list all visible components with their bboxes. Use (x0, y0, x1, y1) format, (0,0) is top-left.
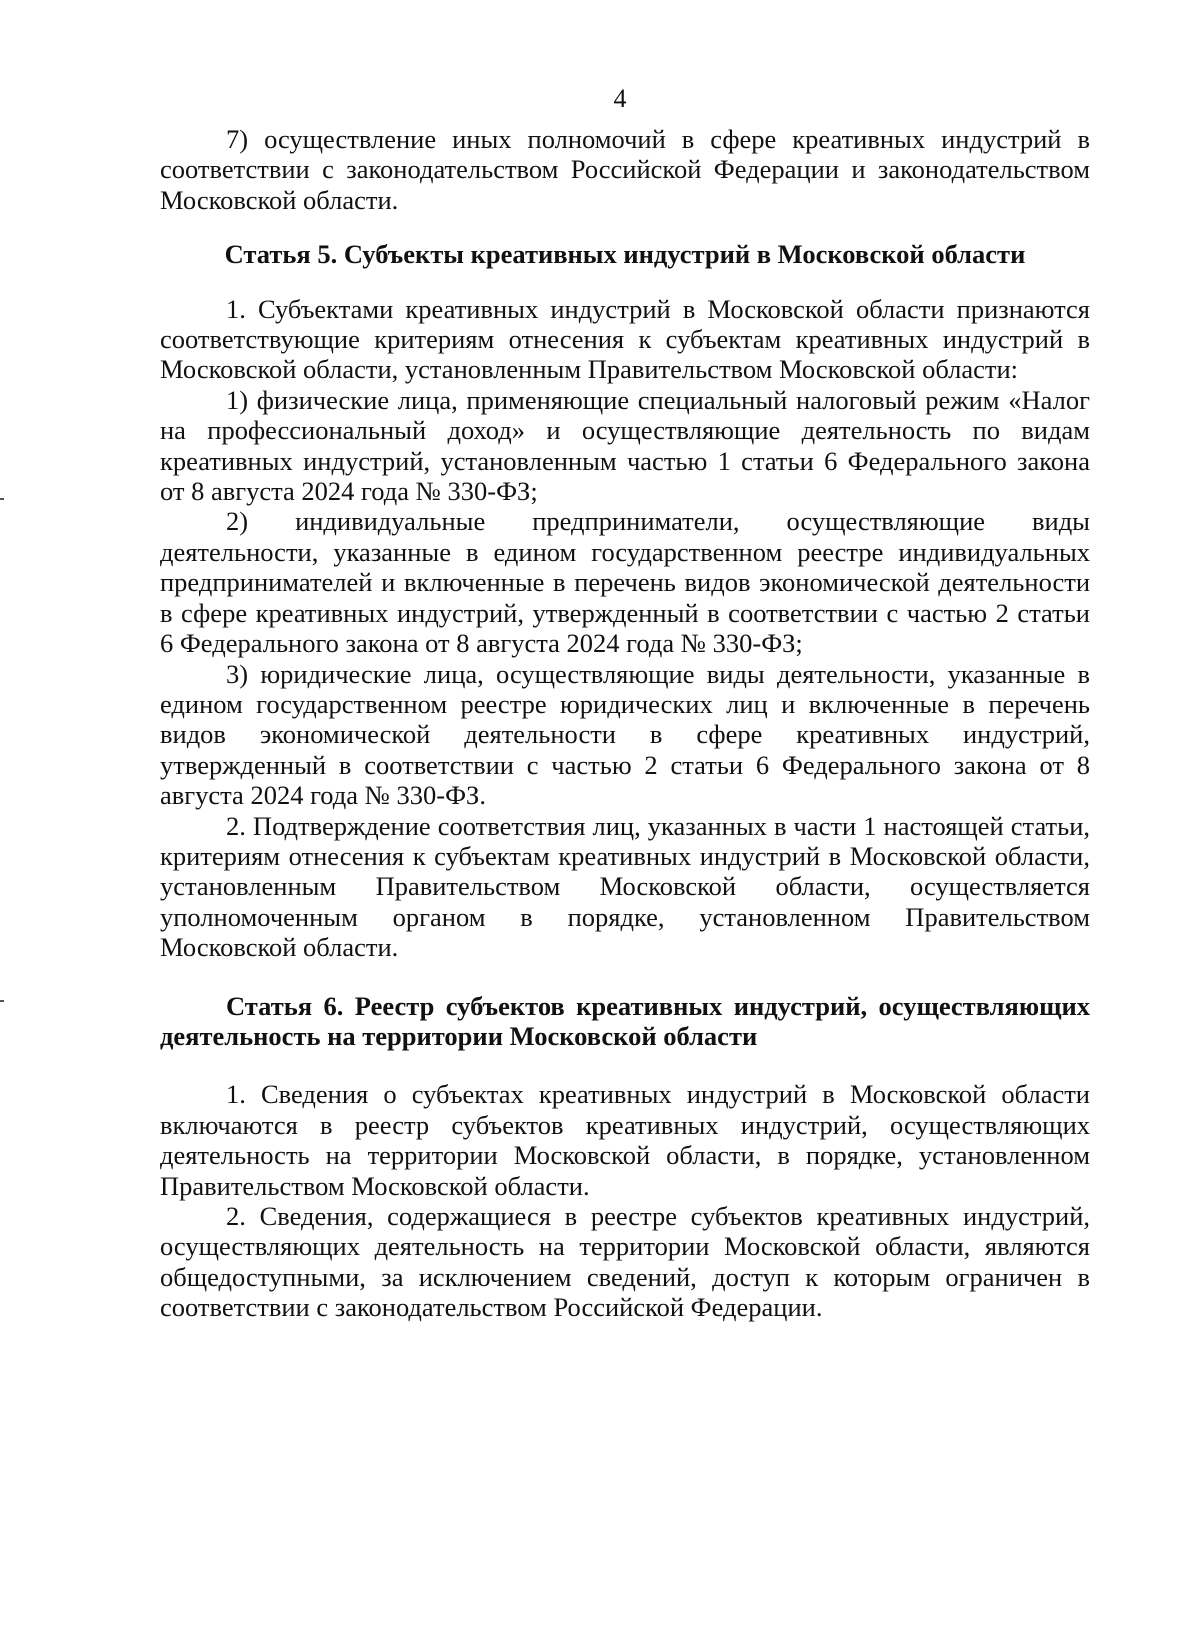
page-number: 4 (613, 84, 627, 113)
article6-part1: 1. Сведения о субъектах креативных индустрий в Московской области включаются в реестр субъектов креативных индустрий, осуществляющих деятельность на территории Московской области, в порядке, установленном Правительством Московской области. (160, 1079, 1090, 1201)
article6-part2: 2. Сведения, содержащиеся в реестре субъектов креативных индустрий, осуществляющих деятельность на территории Московской области, являются общедоступными, за исключением сведений, доступ к которым ограничен в соответствии с законодательством Российской Федерации. (160, 1201, 1090, 1323)
spacer (160, 270, 1090, 294)
spacer (160, 1051, 1090, 1079)
scan-edge-mark (0, 1000, 4, 1002)
article5-item-1: 1) физические лица, применяющие специальный налоговый режим «Налог на профессиональный доход» и осуществляющие деятельность по видам креативных индустрий, установленным частью 1 статьи 6 Федерального закона от 8 августа 2024 года № 330-ФЗ; (160, 384, 1090, 507)
article5-part1-intro: 1. Субъектами креативных индустрий в Московской области признаются соответствующие критериям отнесения к субъектам креативных индустрий в Московской области, установленным Правительством Московской области: (160, 293, 1090, 385)
article6-heading: Статья 6. Реестр субъектов креативных индустрий, осуществляющих деятельность на территории Московской области (160, 990, 1090, 1051)
article5-part2: 2. Подтверждение соответствия лиц, указанных в части 1 настоящей статьи, критериям отнесения к субъектам креативных индустрий в Московской области, установленным Правительством Московской области, осуществляется уполномоченным органом в порядке, установленном Правительством Московской области. (160, 810, 1090, 963)
article5-heading: Статья 5. Субъекты креативных индустрий в Московской области (224, 239, 1026, 270)
article5-item-3: 3) юридические лица, осуществляющие виды деятельности, указанные в едином государственном реестре юридических лиц и включенные в перечень видов экономической деятельности в сфере креативных индустрий, утвержденный в соответствии с частью 2 статьи 6 Федерального закона от 8 августа 2024 года № 330-ФЗ. (160, 658, 1090, 811)
document-body (160, 124, 1090, 1323)
spacer (160, 963, 1090, 991)
spacer (160, 215, 1090, 239)
article4-item-7: 7) осуществление иных полномочий в сфере креативных индустрий в соответствии с законодательством Российской Федерации и законодательством Московской области. (160, 124, 1090, 215)
article5-item-2: 2) индивидуальные предприниматели, осуществляющие виды деятельности, указанные в едином государственном реестре индивидуальных предпринимателей и включенные в перечень видов экономической деятельности в сфере креативных индустрий, утвержденный в соответствии с частью 2 статьи 6 Федерального закона от 8 августа 2024 года № 330-ФЗ; (160, 506, 1090, 659)
scan-edge-mark (0, 498, 4, 500)
